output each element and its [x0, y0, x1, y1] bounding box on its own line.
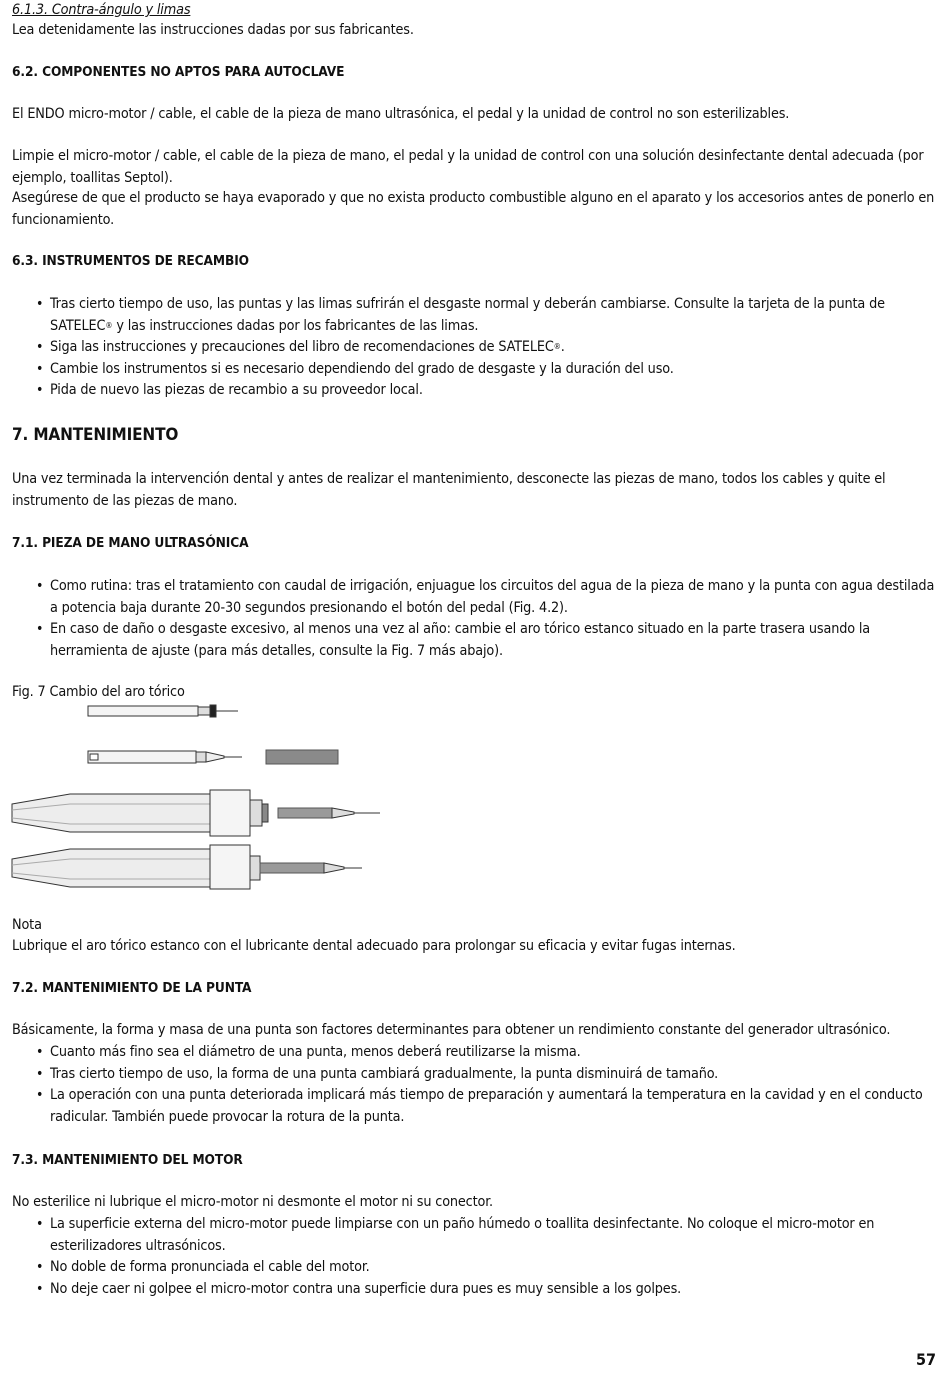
list-item: • La operación con una punta deteriorada implicará más tiempo de preparación y aumentará la temperatura en la cavidad y en el conducto radicular. También puede provocar la rotura de la punta.: [12, 1085, 938, 1128]
section-7-text: Una vez terminada la intervención dental y antes de realizar el mantenimiento, desconecte las piezas de mano, todos los cables y quite el instrumento de las piezas de mano.: [12, 471, 886, 509]
list-item: • Cuanto más fino sea el diámetro de una punta, menos deberá reutilizarse la misma.: [12, 1042, 938, 1064]
list-item: • En caso de daño o desgaste excesivo, al menos una vez al año: cambie el aro tórico estanco situado en la parte trasera usando la herramienta de ajuste (para más detalles, consulte la Fig. 7 más abajo).: [12, 619, 938, 662]
page-number: 57: [915, 1350, 936, 1369]
adjustment-tool-drawing: [88, 705, 238, 717]
section-7-3-title: 7.3. MANTENIMIENTO DEL MOTOR: [12, 1152, 243, 1168]
section-7-3-intro: No esterilice ni lubrique el micro-motor ni desmonte el motor ni su conector.: [12, 1194, 493, 1210]
section-7-2-title: 7.2. MANTENIMIENTO DE LA PUNTA: [12, 980, 252, 996]
section-7-1-title: 7.1. PIEZA DE MANO ULTRASÓNICA: [12, 535, 249, 551]
section-7-2-list: [12, 1042, 938, 1128]
section-6-2-p3: Asegúrese de que el producto se haya evaporado y que no exista producto combustible alguno en el aparato y los accesorios antes de ponerlo en funcionamiento.: [12, 190, 935, 228]
section-6-2-p1: El ENDO micro-motor / cable, el cable de la pieza de mano ultrasónica, el pedal y la unidad de control no son esterilizables.: [12, 106, 790, 122]
list-item: • Siga las instrucciones y precauciones del libro de recomendaciones de SATELEC®.: [12, 337, 938, 359]
section-6-1-3-text: Lea detenidamente las instrucciones dadas por sus fabricantes.: [12, 22, 414, 38]
o-ring-change-illustration: [10, 700, 430, 890]
note-label: Nota: [12, 917, 42, 933]
section-6-2-title: 6.2. COMPONENTES NO APTOS PARA AUTOCLAVE: [12, 64, 345, 80]
section-7-1-list: [12, 576, 938, 662]
section-6-3-title: 6.3. INSTRUMENTOS DE RECAMBIO: [12, 253, 249, 269]
list-item: • La superficie externa del micro-motor puede limpiarse con un paño húmedo o toallita desinfectante. No coloque el micro-motor en esterilizadores ultrasónicos.: [12, 1214, 938, 1257]
list-item: • No deje caer ni golpee el micro-motor contra una superficie dura pues es muy sensible a los golpes.: [12, 1279, 938, 1301]
list-item: • Cambie los instrumentos si es necesario dependiendo del grado de desgaste y la duración del uso.: [12, 359, 938, 381]
figure-caption: Fig. 7 Cambio del aro tórico: [12, 684, 185, 700]
section-6-1-3-title: 6.1.3. Contra-ángulo y limas: [12, 2, 191, 18]
list-item: • Tras cierto tiempo de uso, las puntas y las limas sufrirán el desgaste normal y deberán cambiarse. Consulte la tarjeta de la punta de SATELEC® y las instrucciones dadas por los fabricantes de las limas.: [12, 294, 938, 337]
list-item: • Pida de nuevo las piezas de recambio a su proveedor local.: [12, 380, 938, 402]
section-6-2-p2: Limpie el micro-motor / cable, el cable de la pieza de mano, el pedal y la unidad de control con una solución desinfectante dental adecuada (por ejemplo, toallitas Septol).: [12, 148, 924, 186]
list-item: • Como rutina: tras el tratamiento con caudal de irrigación, enjuague los circuitos del agua de la pieza de mano y la punta con agua destilada a potencia baja durante 20-30 segundos presionando el botón del pedal (Fig. 4.2).: [12, 576, 938, 619]
list-item: • No doble de forma pronunciada el cable del motor.: [12, 1257, 938, 1279]
handpiece-drawing: [12, 845, 362, 889]
section-7-title: 7. MANTENIMIENTO: [12, 425, 179, 445]
handpiece-drawing: [12, 790, 380, 836]
list-item: • Tras cierto tiempo de uso, la forma de una punta cambiará gradualmente, la punta disminuirá de tamaño.: [12, 1064, 938, 1086]
tool-with-tip-drawing: [88, 750, 338, 764]
section-7-3-list: [12, 1214, 938, 1300]
section-7-2-intro: Básicamente, la forma y masa de una punta son factores determinantes para obtener un rendimiento constante del generador ultrasónico.: [12, 1022, 891, 1038]
note-text: Lubrique el aro tórico estanco con el lubricante dental adecuado para prolongar su eficacia y evitar fugas internas.: [12, 938, 736, 954]
section-6-3-list: [12, 294, 938, 402]
